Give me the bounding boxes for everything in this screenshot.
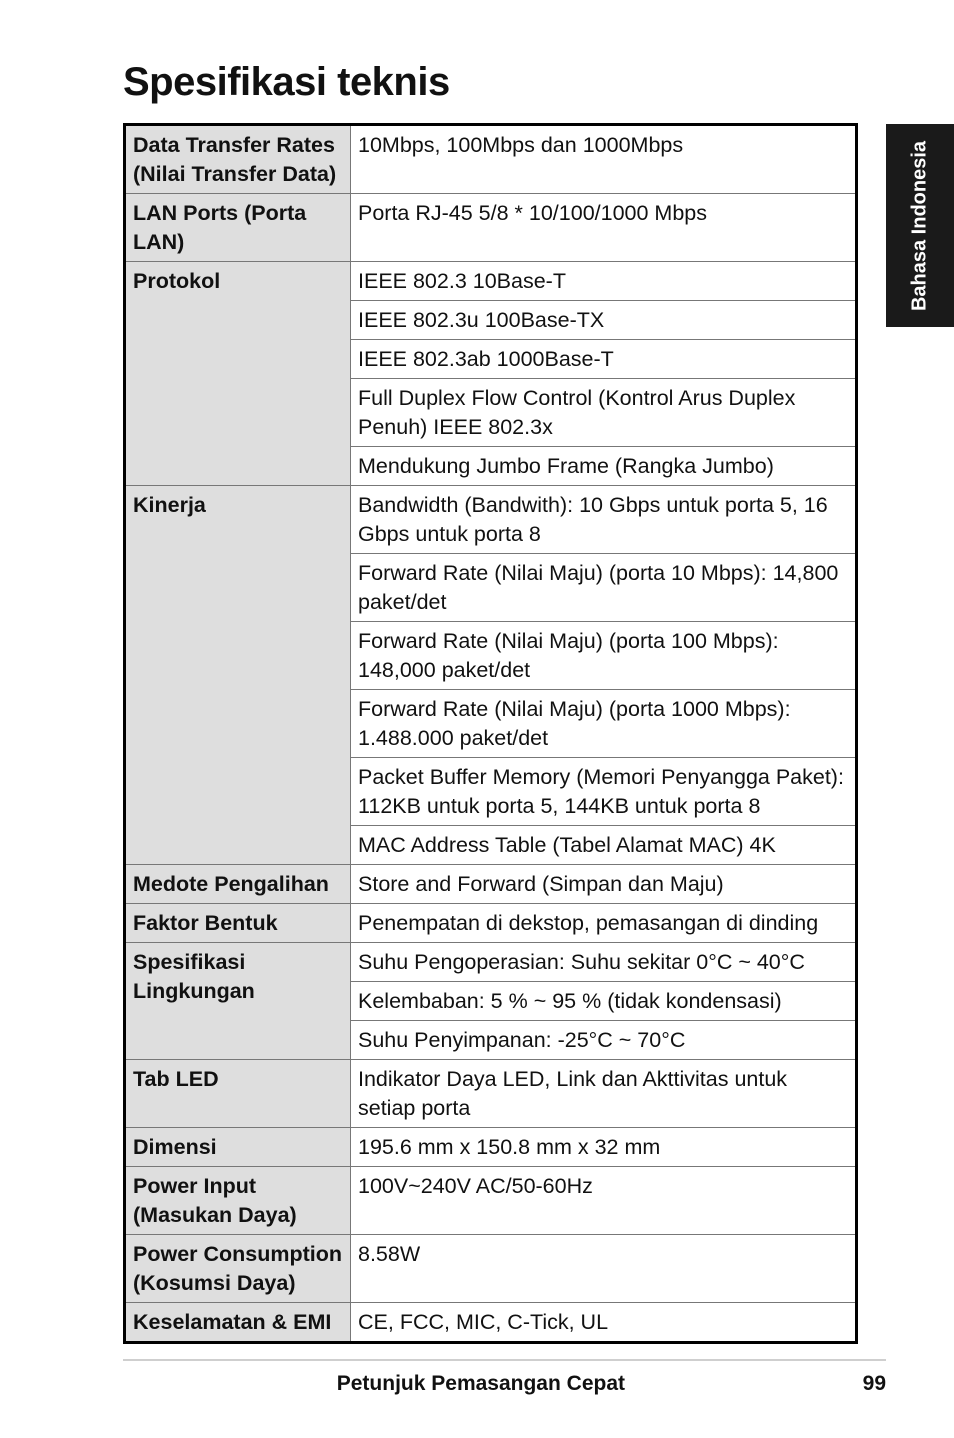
spec-row xyxy=(125,262,857,301)
spec-value: Forward Rate (Nilai Maju) (porta 1000 Mbps): 1.488.000 paket/det xyxy=(351,690,857,758)
spec-value: Indikator Daya LED, Link dan Akttivitas untuk setiap porta xyxy=(351,1060,857,1128)
spec-row xyxy=(125,1060,857,1128)
spec-value: 10Mbps, 100Mbps dan 1000Mbps xyxy=(351,125,857,194)
spec-value: 100V~240V AC/50-60Hz xyxy=(351,1167,857,1235)
spec-row xyxy=(125,486,857,554)
spec-label: Data Transfer Rates (Nilai Transfer Data) xyxy=(125,125,351,194)
spec-label: Tab LED xyxy=(125,1060,351,1128)
spec-label: Power Input (Masukan Daya) xyxy=(125,1167,351,1235)
page-number: 99 xyxy=(862,1372,886,1395)
spec-value: Suhu Pengoperasian: Suhu sekitar 0°C ~ 40°C xyxy=(351,943,857,982)
spec-value: MAC Address Table (Tabel Alamat MAC) 4K xyxy=(351,826,857,865)
footer-title: Petunjuk Pemasangan Cepat xyxy=(336,1372,625,1395)
spec-label: Medote Pengalihan xyxy=(125,865,351,904)
spec-table xyxy=(123,123,858,1344)
spec-value: Forward Rate (Nilai Maju) (porta 10 Mbps): 14,800 paket/det xyxy=(351,554,857,622)
spec-table-container xyxy=(123,123,858,1344)
spec-label: Faktor Bentuk xyxy=(125,904,351,943)
spec-value: Mendukung Jumbo Frame (Rangka Jumbo) xyxy=(351,447,857,486)
spec-row xyxy=(125,943,857,982)
spec-value: Store and Forward (Simpan dan Maju) xyxy=(351,865,857,904)
spec-value: CE, FCC, MIC, C-Tick, UL xyxy=(351,1303,857,1343)
spec-label: Spesifikasi Lingkungan xyxy=(125,943,351,1060)
spec-value: Bandwidth (Bandwith): 10 Gbps untuk porta 5, 16 Gbps untuk porta 8 xyxy=(351,486,857,554)
spec-label: LAN Ports (Porta LAN) xyxy=(125,194,351,262)
spec-value: Penempatan di dekstop, pemasangan di dinding xyxy=(351,904,857,943)
language-tab-label: Bahasa Indonesia xyxy=(908,140,931,311)
spec-label: Dimensi xyxy=(125,1128,351,1167)
spec-row xyxy=(125,904,857,943)
spec-value: IEEE 802.3ab 1000Base-T xyxy=(351,340,857,379)
spec-value: IEEE 802.3u 100Base-TX xyxy=(351,301,857,340)
spec-value: 195.6 mm x 150.8 mm x 32 mm xyxy=(351,1128,857,1167)
spec-value: Forward Rate (Nilai Maju) (porta 100 Mbps): 148,000 paket/det xyxy=(351,622,857,690)
language-tab xyxy=(886,124,954,327)
spec-value: Suhu Penyimpanan: -25°C ~ 70°C xyxy=(351,1021,857,1060)
spec-row xyxy=(125,1128,857,1167)
spec-row xyxy=(125,194,857,262)
spec-label: Protokol xyxy=(125,262,351,486)
spec-value: Full Duplex Flow Control (Kontrol Arus Duplex Penuh) IEEE 802.3x xyxy=(351,379,857,447)
spec-value: Porta RJ-45 5/8 * 10/100/1000 Mbps xyxy=(351,194,857,262)
spec-label: Kinerja xyxy=(125,486,351,865)
spec-row xyxy=(125,1303,857,1343)
spec-value: Kelembaban: 5 % ~ 95 % (tidak kondensasi) xyxy=(351,982,857,1021)
spec-row xyxy=(125,1167,857,1235)
spec-value: Packet Buffer Memory (Memori Penyangga Paket): 112KB untuk porta 5, 144KB untuk porta 8 xyxy=(351,758,857,826)
spec-label: Keselamatan & EMI xyxy=(125,1303,351,1343)
spec-row xyxy=(125,125,857,194)
page-title: Spesifikasi teknis xyxy=(123,60,450,104)
spec-label: Power Consumption (Kosumsi Daya) xyxy=(125,1235,351,1303)
footer-divider xyxy=(123,1359,886,1361)
spec-value: 8.58W xyxy=(351,1235,857,1303)
spec-value: IEEE 802.3 10Base-T xyxy=(351,262,857,301)
spec-row xyxy=(125,1235,857,1303)
spec-table-body xyxy=(125,125,857,1343)
spec-row xyxy=(125,865,857,904)
